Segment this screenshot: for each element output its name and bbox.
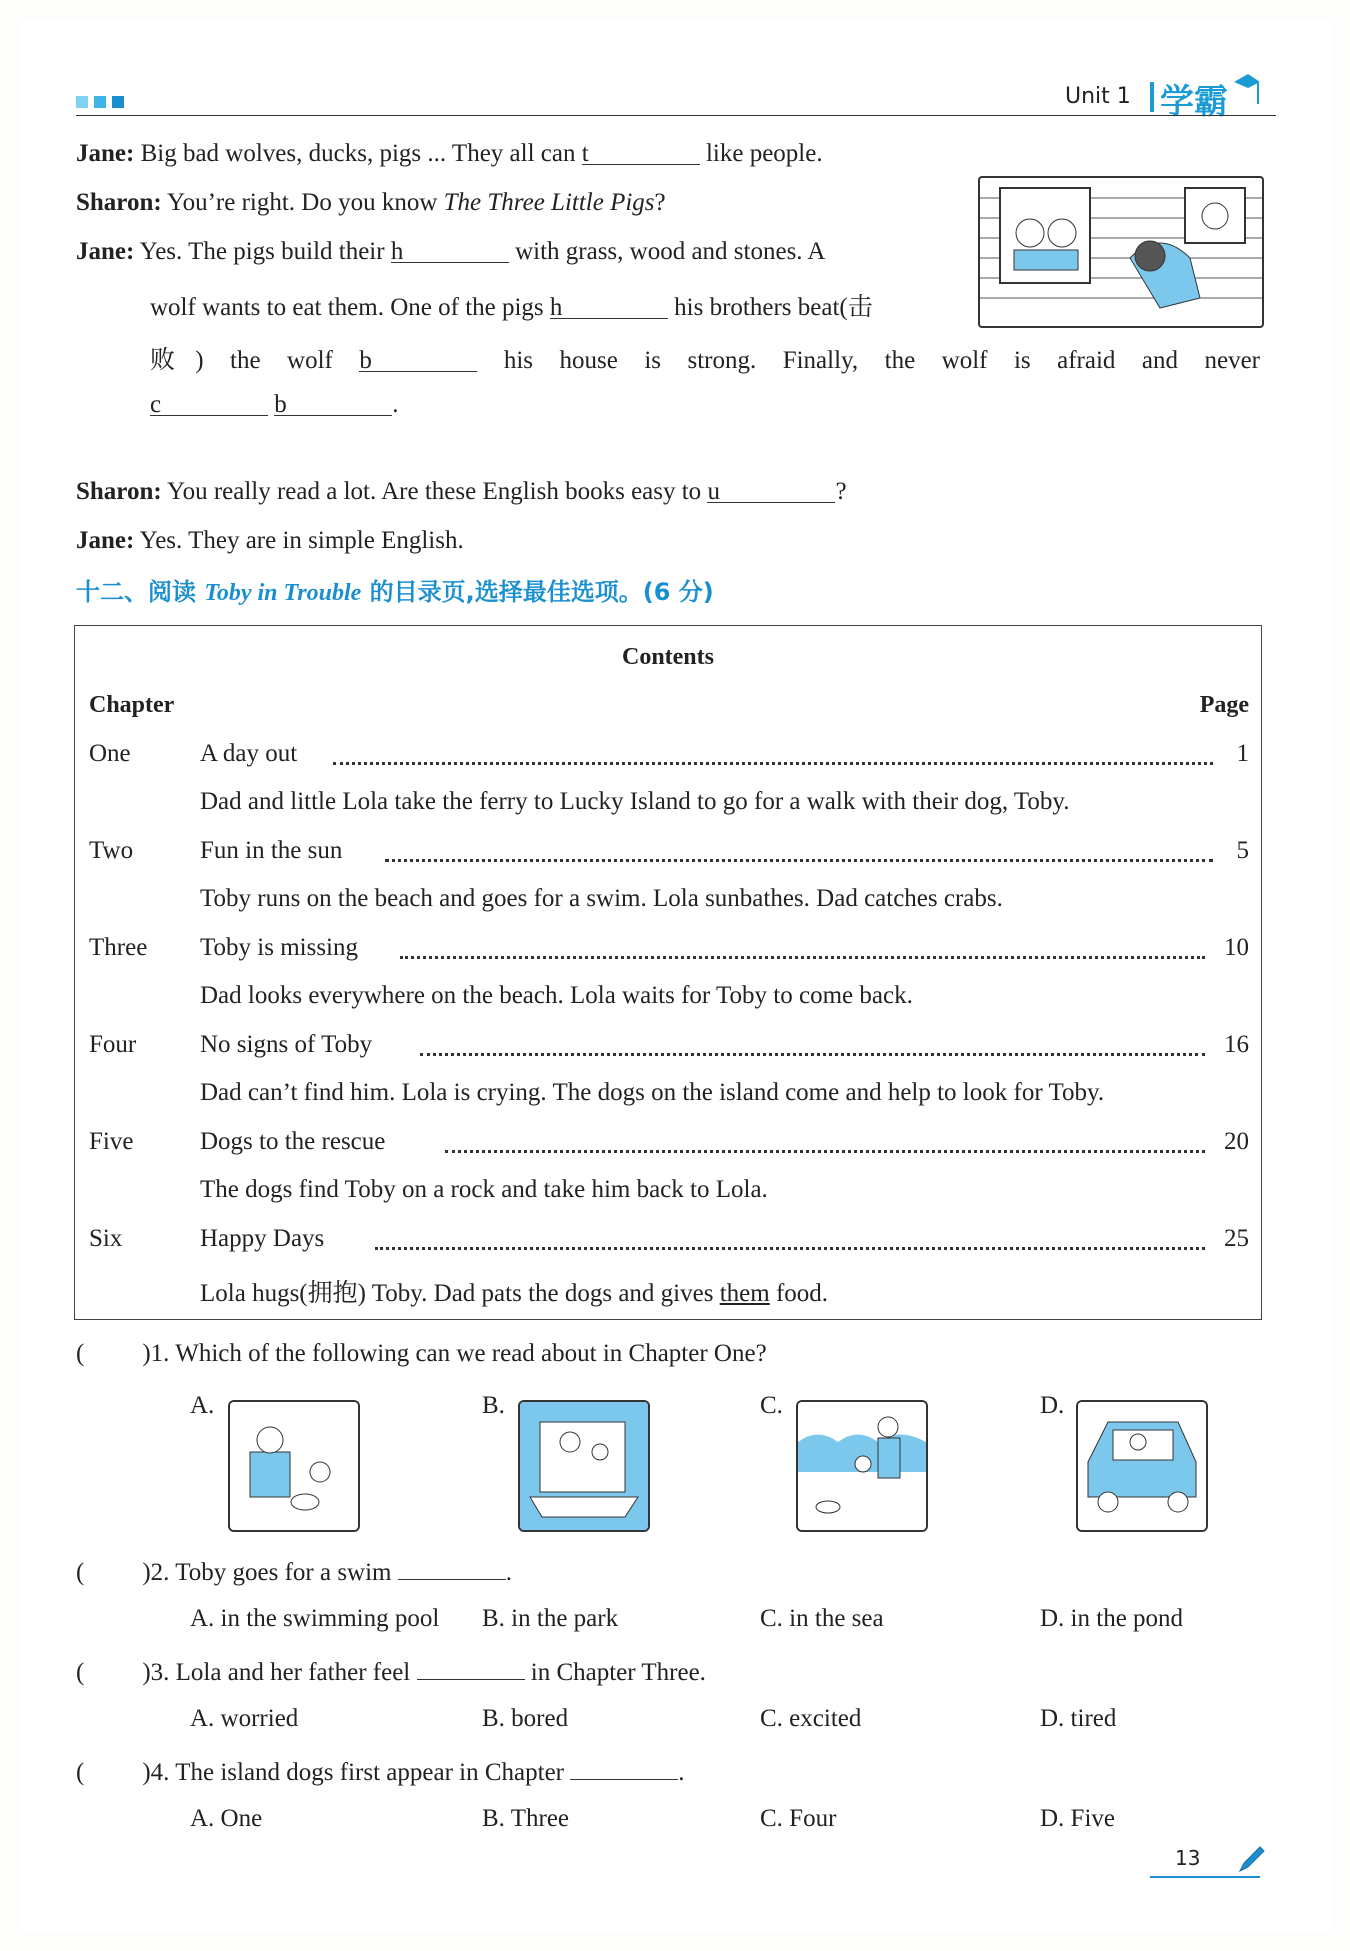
option-d[interactable]: D. Five xyxy=(1040,1805,1115,1832)
dialogue-line-8 xyxy=(76,527,464,555)
option-c[interactable]: C. excited xyxy=(760,1705,862,1732)
dialogue-text: like people. xyxy=(699,140,823,167)
section-book-title: Toby in Trouble xyxy=(204,580,362,606)
blank-hint: h xyxy=(390,238,404,265)
chapter-page: 1 xyxy=(1236,740,1249,767)
option-b[interactable]: B. bored xyxy=(482,1705,569,1732)
question-text: in Chapter Three. xyxy=(524,1659,706,1686)
dialogue-line-6 xyxy=(150,391,399,419)
question-text: The island dogs first appear in Chapter xyxy=(175,1759,571,1786)
blank-hint: b xyxy=(274,391,287,418)
header-rule xyxy=(76,115,1276,116)
chapter-title: Toby is missing xyxy=(200,934,358,961)
question-3 xyxy=(76,1655,706,1687)
section-prefix: 十二、阅读 xyxy=(76,578,205,606)
option-a[interactable]: A. in the swimming pool xyxy=(190,1605,440,1632)
answer-paren[interactable]: ( xyxy=(76,1659,85,1686)
dot-leader xyxy=(333,762,1213,765)
speaker: Jane: xyxy=(76,140,135,167)
page-number: 13 xyxy=(1175,1846,1201,1870)
chapter-number: Three xyxy=(89,934,148,961)
square-icon xyxy=(76,96,88,108)
dialogue-text: his brothers beat(击 xyxy=(667,294,873,321)
dot-leader xyxy=(420,1053,1205,1056)
dialogue-line-1 xyxy=(76,140,823,168)
dialogue-line-7 xyxy=(76,478,847,506)
chapter-header: Chapter xyxy=(89,692,175,718)
question-1 xyxy=(76,1340,767,1368)
chapter-number: Five xyxy=(89,1128,134,1155)
dialogue-text: Yes. The pigs build their xyxy=(139,238,391,265)
dot-leader xyxy=(385,859,1213,862)
brand-divider xyxy=(1150,82,1154,112)
dialogue-text: his house is strong. Finally, the wolf is afraid and never xyxy=(477,347,1260,374)
square-icon xyxy=(112,96,124,108)
blank-hint: h xyxy=(549,294,563,321)
dialogue-line-2 xyxy=(76,189,666,217)
graduation-cap-icon xyxy=(1232,72,1262,112)
chapter-number: Six xyxy=(89,1225,123,1252)
chapter-number: Two xyxy=(89,837,134,864)
dialogue-text: . xyxy=(392,391,399,418)
chapter-title: No signs of Toby xyxy=(200,1031,373,1058)
chapter-description: Toby runs on the beach and goes for a swim. Lola sunbathes. Dad catches crabs. xyxy=(200,885,1003,912)
option-b[interactable]: B. in the park xyxy=(482,1605,619,1632)
book-title: The Three Little Pigs xyxy=(443,189,655,216)
contents-box xyxy=(74,625,1262,1320)
chapter-description: The dogs find Toby on a rock and take him back to Lola. xyxy=(200,1176,768,1203)
answer-blank[interactable] xyxy=(582,140,700,165)
chapter-page: 20 xyxy=(1224,1128,1249,1155)
question-4 xyxy=(76,1755,685,1787)
answer-blank[interactable] xyxy=(707,478,835,503)
question-text: Toby goes for a swim xyxy=(175,1559,398,1586)
pigs-wolf-illustration xyxy=(978,176,1264,328)
speaker: Sharon: xyxy=(76,478,162,505)
option-label: D. xyxy=(1040,1392,1065,1419)
option-a[interactable]: A. worried xyxy=(190,1705,299,1732)
chapter-number: Four xyxy=(89,1031,137,1058)
square-icon xyxy=(94,96,106,108)
chapter-page: 25 xyxy=(1224,1225,1249,1252)
answer-blank[interactable] xyxy=(274,391,392,416)
underlined-word: them xyxy=(719,1280,770,1307)
answer-paren[interactable]: ( xyxy=(76,1340,85,1367)
contents-title: Contents xyxy=(621,644,714,670)
question-text: Which of the following can we read about in Chapter One? xyxy=(175,1340,767,1367)
option-label: C. xyxy=(760,1392,783,1419)
question-text: Lola and her father feel xyxy=(175,1659,417,1686)
speaker: Sharon: xyxy=(76,189,162,216)
answer-blank[interactable] xyxy=(398,1555,506,1580)
answer-blank[interactable] xyxy=(391,238,509,263)
header-squares xyxy=(76,96,124,108)
dialogue-text: with grass, wood and stones. A xyxy=(508,238,826,265)
answer-blank[interactable] xyxy=(359,347,477,372)
unit-label: Unit 1 xyxy=(1065,84,1131,109)
option-d-picture[interactable] xyxy=(1076,1400,1208,1532)
dialogue-text: You really read a lot. Are these English books easy to xyxy=(167,478,708,505)
speaker: Jane: xyxy=(76,527,135,554)
dialogue-text: Big bad wolves, ducks, pigs ... They all can xyxy=(140,140,582,167)
dialogue-line-4 xyxy=(150,287,873,323)
chapter-page: 5 xyxy=(1236,837,1249,864)
option-d[interactable]: D. tired xyxy=(1040,1705,1117,1732)
desc-text: food. xyxy=(769,1280,829,1307)
page-header: Page xyxy=(1199,692,1249,718)
chapter-description xyxy=(200,1273,828,1309)
dialogue-text: wolf wants to eat them. One of the pigs xyxy=(150,294,550,321)
chapter-description: Dad looks everywhere on the beach. Lola waits for Toby to come back. xyxy=(200,982,913,1009)
blank-hint: t xyxy=(581,140,589,167)
footer-rule xyxy=(1150,1876,1260,1878)
chapter-page: 10 xyxy=(1224,934,1249,961)
option-d[interactable]: D. in the pond xyxy=(1040,1605,1184,1632)
speaker: Jane: xyxy=(76,238,135,265)
dialogue-line-5 xyxy=(150,340,1260,376)
blank-hint: b xyxy=(359,347,372,374)
option-b-picture[interactable] xyxy=(518,1400,650,1532)
dialogue-text: ? xyxy=(835,478,847,505)
pencil-icon xyxy=(1236,1845,1266,1875)
section-title xyxy=(76,572,714,607)
section-suffix: 的目录页,选择最佳选项。(6 分) xyxy=(361,578,714,606)
chapter-number: One xyxy=(89,740,131,767)
desc-text: Lola hugs(拥抱) Toby. Dad pats the dogs and gives xyxy=(200,1280,720,1307)
option-b[interactable]: B. Three xyxy=(482,1805,570,1832)
chapter-title: Happy Days xyxy=(200,1225,325,1252)
dialogue-text: ? xyxy=(654,189,666,216)
blank-hint: u xyxy=(707,478,720,505)
dot-leader xyxy=(400,956,1205,959)
question-text: . xyxy=(505,1559,512,1586)
option-c[interactable]: C. in the sea xyxy=(760,1605,884,1632)
chapter-description: Dad can’t find him. Lola is crying. The dogs on the island come and help to look for Toby. xyxy=(200,1079,1105,1106)
answer-paren[interactable]: ( xyxy=(76,1559,85,1586)
dialogue-line-3 xyxy=(76,238,825,266)
answer-blank[interactable] xyxy=(417,1655,525,1680)
answer-blank[interactable] xyxy=(570,1755,678,1780)
answer-blank[interactable] xyxy=(550,294,668,319)
option-label: A. xyxy=(190,1392,215,1419)
answer-blank[interactable] xyxy=(150,391,268,416)
chapter-title: Dogs to the rescue xyxy=(200,1128,386,1155)
dialogue-text: 败) the wolf xyxy=(150,347,360,374)
question-number: )1. xyxy=(142,1340,170,1367)
brand-logo: 学霸 xyxy=(1160,82,1228,122)
question-2 xyxy=(76,1555,512,1587)
dot-leader xyxy=(375,1247,1205,1250)
question-number: )2. xyxy=(142,1559,170,1586)
answer-paren[interactable]: ( xyxy=(76,1759,85,1786)
option-c-picture[interactable] xyxy=(796,1400,928,1532)
chapter-description: Dad and little Lola take the ferry to Lucky Island to go for a walk with their dog, Toby. xyxy=(200,788,1070,815)
option-a-picture[interactable] xyxy=(228,1400,360,1532)
question-text: . xyxy=(678,1759,685,1786)
dialogue-text: You’re right. Do you know xyxy=(167,189,444,216)
blank-hint: c xyxy=(150,391,162,418)
option-label: B. xyxy=(482,1392,505,1419)
chapter-page: 16 xyxy=(1224,1031,1249,1058)
option-a[interactable]: A. One xyxy=(190,1805,263,1832)
question-number: )3. xyxy=(142,1659,170,1686)
dialogue-text: Yes. They are in simple English. xyxy=(139,527,464,554)
chapter-title: A day out xyxy=(200,740,298,767)
option-c[interactable]: C. Four xyxy=(760,1805,837,1832)
question-number: )4. xyxy=(142,1759,170,1786)
chapter-title: Fun in the sun xyxy=(200,837,343,864)
dot-leader xyxy=(445,1150,1205,1153)
